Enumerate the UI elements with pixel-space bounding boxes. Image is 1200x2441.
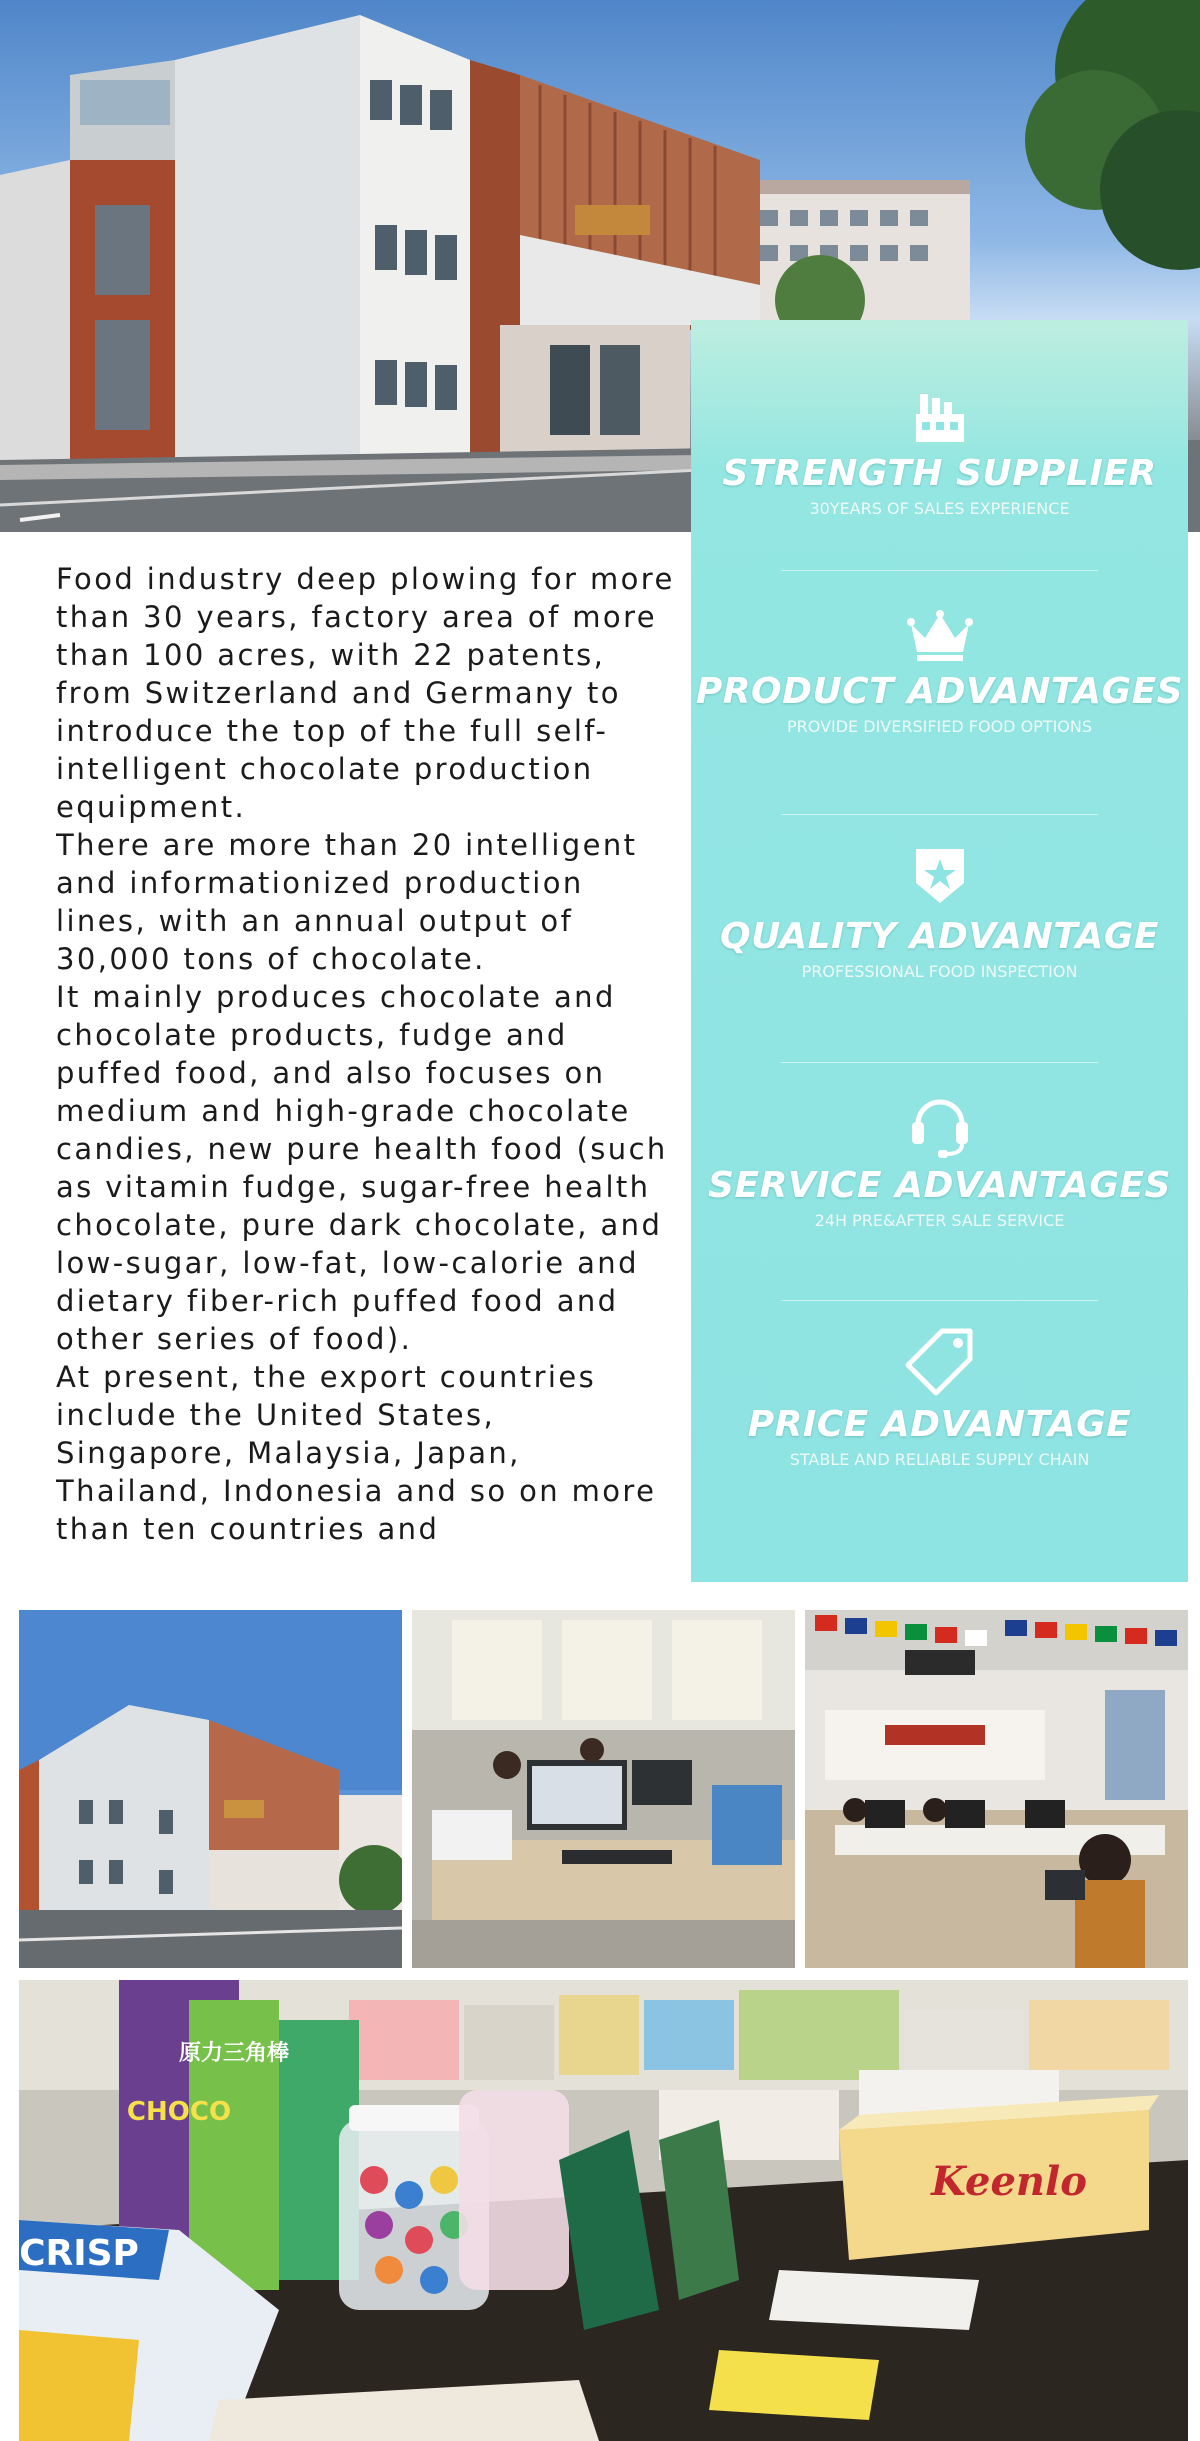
advantage-price <box>691 1325 1188 1471</box>
crisp-label: CRISP <box>19 2233 139 2274</box>
headset-icon <box>908 1088 972 1160</box>
advantage-title: STRENGTH SUPPLIER <box>722 453 1157 494</box>
company-intro-text <box>56 560 676 1580</box>
intro-paragraph: Food industry deep plowing for more than 30 years, factory area of more than 100 acres, with 22 patents, from Switzerland and Germany to introduce the top of the full self-intelligent chocolate production equipment. <box>56 562 675 824</box>
box-label: CHOCO <box>126 2097 232 2127</box>
advantage-title: PRODUCT ADVANTAGES <box>695 671 1184 712</box>
advantage-strength-supplier <box>691 390 1188 520</box>
divider <box>781 1300 1098 1301</box>
advantage-subtitle: PROVIDE DIVERSIFIED FOOD OPTIONS <box>786 717 1093 736</box>
advantage-title: QUALITY ADVANTAGE <box>720 916 1159 957</box>
advantages-panel <box>691 320 1188 1582</box>
advantage-title: SERVICE ADVANTAGES <box>708 1165 1171 1206</box>
candy-pack <box>709 2350 879 2420</box>
crown-icon <box>907 610 973 662</box>
intro-paragraph: At present, the export countries include the United States, Singapore, Malaysia, Japan, Thailand, Indonesia and so on more than ten countries and <box>56 1360 657 1546</box>
factory-exterior-illustration <box>19 1610 402 1968</box>
advantage-subtitle: PROFESSIONAL FOOD INSPECTION <box>801 962 1078 981</box>
star-badge-icon <box>912 845 968 907</box>
advantage-title: PRICE ADVANTAGE <box>747 1404 1132 1445</box>
photo-office-workstations <box>412 1610 795 1968</box>
advantage-subtitle: 24H PRE&AFTER SALE SERVICE <box>814 1211 1065 1230</box>
intro-paragraph: It mainly produces chocolate and chocolate products, fudge and puffed food, and also focuses on medium and high-grade chocolate candies, new pure health food (such as vitamin fudge, sugar-free health chocolate, pure dark chocolate, and low-sugar, low-fat, low-calorie and dietary fiber-rich puffed food and other series of food). <box>56 980 668 1356</box>
factory-icon <box>910 390 970 446</box>
advantage-product <box>691 610 1188 738</box>
intro-paragraph: There are more than 20 intelligent and informationized production lines, with an annual output of 30,000 tons of chocolate. <box>56 828 638 976</box>
divider <box>781 1062 1098 1063</box>
box-cn-label: 原力三角棒 <box>178 2041 290 2066</box>
product-display-illustration <box>19 1980 1188 2441</box>
divider <box>781 814 1098 815</box>
office-illustration <box>412 1610 795 1968</box>
advantage-service <box>691 1088 1188 1232</box>
keenlo-brand-label: Keenlo <box>931 2158 1087 2205</box>
divider <box>781 570 1098 571</box>
sales-office-illustration <box>805 1610 1188 1968</box>
candy-pack <box>769 2270 979 2330</box>
photo-sales-office <box>805 1610 1188 1968</box>
advantage-subtitle: 30YEARS OF SALES EXPERIENCE <box>809 499 1070 518</box>
photo-factory-exterior <box>19 1610 402 1968</box>
photo-product-display <box>19 1980 1188 2441</box>
factory-sign-icon <box>575 205 650 235</box>
advantage-subtitle: STABLE AND RELIABLE SUPPLY CHAIN <box>789 1450 1090 1469</box>
advantage-quality <box>691 845 1188 983</box>
price-tag-icon <box>902 1325 978 1401</box>
